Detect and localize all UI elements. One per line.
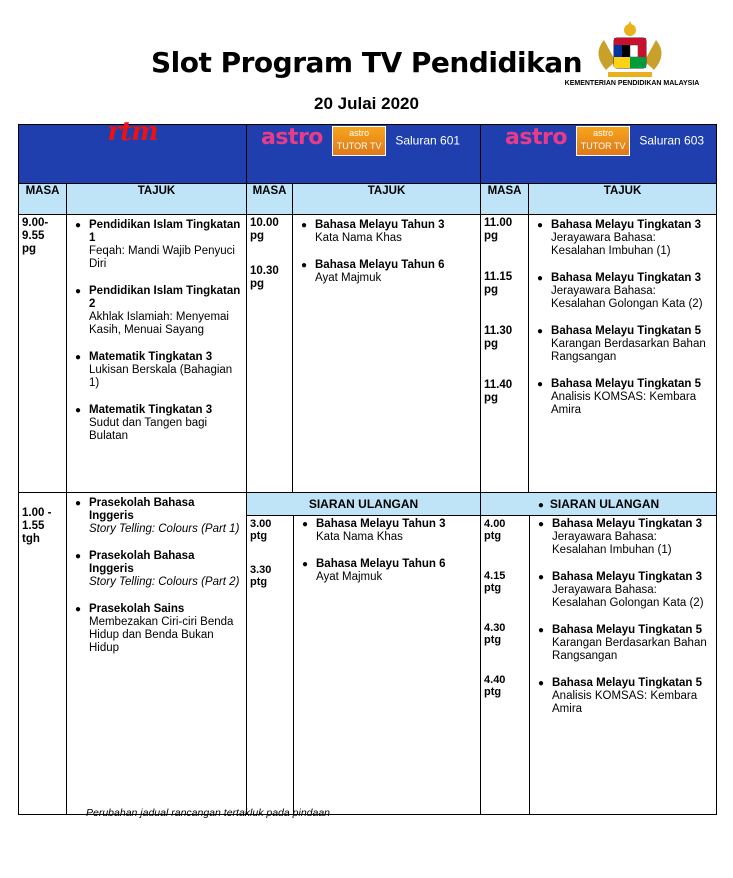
time-slot: 10.00 pg bbox=[250, 217, 279, 242]
program-topic: Story Telling: Colours (Part 2) bbox=[89, 576, 240, 588]
tutor-tv-logo bbox=[332, 126, 386, 156]
masa-header: MASA bbox=[19, 184, 67, 215]
ch603-morning-programs bbox=[529, 215, 717, 493]
program-title: Bahasa Melayu Tahun 6 bbox=[315, 259, 445, 271]
bullet-icon: ● bbox=[302, 519, 309, 530]
bullet-icon: ● bbox=[75, 551, 82, 562]
tajuk-header: TAJUK bbox=[529, 184, 717, 215]
bullet-icon: ● bbox=[538, 678, 545, 689]
time-slot: 9.00- 9.55 pg bbox=[22, 217, 49, 255]
program-entry bbox=[298, 558, 476, 584]
program-title: Bahasa Melayu Tingkatan 3 bbox=[552, 518, 702, 530]
time-slot: 10.30 pg bbox=[250, 265, 279, 290]
program-entry bbox=[71, 404, 242, 443]
program-topic: Ayat Majmuk bbox=[315, 272, 382, 284]
program-entry bbox=[534, 571, 712, 610]
tutor-tv-name: TUTOR TV bbox=[580, 141, 626, 151]
tutor-tv-brand: astro bbox=[349, 128, 370, 138]
bullet-icon: ● bbox=[75, 352, 82, 363]
column-header-row bbox=[19, 184, 717, 215]
program-topic: Ayat Majmuk bbox=[316, 571, 383, 583]
program-title: Bahasa Melayu Tingkatan 5 bbox=[551, 378, 701, 390]
ch603-morning-times bbox=[481, 215, 529, 493]
rtm-morning-programs bbox=[67, 215, 247, 493]
channel-header-row bbox=[19, 125, 717, 184]
time-slot: 11.30 pg bbox=[484, 325, 513, 350]
program-entry bbox=[71, 219, 242, 271]
ch603-afternoon-programs bbox=[530, 516, 716, 814]
masa-header: MASA bbox=[481, 184, 529, 215]
program-entry bbox=[298, 518, 476, 544]
masa-header: MASA bbox=[247, 184, 293, 215]
rtm-morning-time bbox=[19, 215, 67, 493]
bullet-icon: ● bbox=[75, 405, 82, 416]
bullet-icon: ● bbox=[537, 326, 544, 337]
program-title: Bahasa Melayu Tingkatan 5 bbox=[551, 325, 701, 337]
program-entry bbox=[534, 518, 712, 557]
time-slot: 11.00 pg bbox=[484, 217, 513, 242]
bullet-icon: ● bbox=[302, 559, 309, 570]
program-entry bbox=[71, 351, 242, 390]
rtm-logo-icon: rtm bbox=[107, 117, 158, 147]
tutor-tv-name: TUTOR TV bbox=[336, 141, 382, 151]
bullet-icon: ● bbox=[75, 220, 82, 231]
time-slot: 1.00 - 1.55 tgh bbox=[22, 507, 52, 545]
bullet-icon: ● bbox=[75, 286, 82, 297]
program-title: Bahasa Melayu Tahun 6 bbox=[316, 558, 446, 570]
malaysia-crest-icon bbox=[590, 18, 670, 80]
program-title: Bahasa Melayu Tingkatan 3 bbox=[551, 272, 701, 284]
afternoon-row bbox=[19, 493, 717, 815]
program-title: Bahasa Melayu Tingkatan 5 bbox=[552, 624, 702, 636]
time-slot: 4.15 ptg bbox=[484, 570, 506, 594]
repeat-broadcast-label: SIARAN ULANGAN bbox=[247, 493, 480, 516]
channel-601-label: Saluran 601 bbox=[395, 133, 461, 148]
astro-601-header bbox=[247, 125, 481, 184]
ch601-afternoon-programs bbox=[294, 516, 480, 814]
program-title: Pendidikan Islam Tingkatan 1 bbox=[89, 219, 241, 244]
bullet-icon: ● bbox=[301, 260, 308, 271]
program-topic: Membezakan Ciri-ciri Benda Hidup dan Benda Bukan Hidup bbox=[89, 616, 234, 654]
tutor-tv-logo bbox=[576, 126, 630, 156]
program-topic: Feqah: Mandi Wajib Penyuci Diri bbox=[89, 245, 235, 270]
ch603-afternoon-times bbox=[481, 516, 530, 814]
program-topic: Karangan Berdasarkan Bahan Rangsangan bbox=[551, 338, 706, 363]
program-entry bbox=[533, 378, 712, 417]
program-topic: Lukisan Berskala (Bahagian 1) bbox=[89, 364, 233, 389]
time-slot: 4.30 ptg bbox=[484, 622, 506, 646]
program-entry bbox=[297, 219, 476, 245]
program-title: Bahasa Melayu Tahun 3 bbox=[315, 219, 445, 231]
footer-note: Perubahan jadual rancangan tertakluk pada pindaan bbox=[86, 807, 331, 819]
program-title: Bahasa Melayu Tingkatan 5 bbox=[552, 677, 702, 689]
time-slot: 11.40 pg bbox=[484, 379, 513, 404]
time-slot: 4.40 ptg bbox=[484, 674, 506, 698]
program-title: Bahasa Melayu Tingkatan 3 bbox=[551, 219, 701, 231]
program-entry bbox=[534, 624, 712, 663]
program-topic: Akhlak Islamiah: Menyemai Kasih, Menuai Sayang bbox=[89, 311, 229, 336]
program-topic: Karangan Berdasarkan Bahan Rangsangan bbox=[552, 637, 707, 662]
astro-603-header bbox=[481, 125, 717, 184]
program-title: Pendidikan Islam Tingkatan 2 bbox=[89, 285, 241, 310]
rtm-afternoon-time bbox=[19, 493, 67, 815]
tutor-tv-brand: astro bbox=[593, 128, 614, 138]
morning-row bbox=[19, 215, 717, 493]
program-topic: Jerayawara Bahasa: Kesalahan Imbuhan (1) bbox=[552, 531, 672, 556]
program-title: Prasekolah Sains bbox=[89, 603, 185, 615]
ch601-morning-times bbox=[247, 215, 293, 493]
ch601-morning-programs bbox=[293, 215, 481, 493]
repeat-broadcast-label: ● SIARAN ULANGAN bbox=[481, 493, 716, 516]
bullet-icon: ● bbox=[538, 519, 545, 530]
time-slot: 11.15 pg bbox=[484, 271, 513, 296]
program-topic: Jerayawara Bahasa: Kesalahan Golongan Kata (2) bbox=[552, 584, 704, 609]
tajuk-header: TAJUK bbox=[67, 184, 247, 215]
program-entry bbox=[297, 259, 476, 285]
schedule-date: 20 Julai 2020 bbox=[314, 94, 419, 113]
bullet-icon: ● bbox=[538, 625, 545, 636]
ch601-afternoon bbox=[247, 493, 481, 815]
bullet-icon: ● bbox=[538, 572, 545, 583]
program-topic: Sudut dan Tangen bagi Bulatan bbox=[89, 417, 208, 442]
bullet-icon: ● bbox=[301, 220, 308, 231]
program-entry bbox=[71, 550, 242, 589]
repeat-broadcast-text: SIARAN ULANGAN bbox=[549, 497, 660, 511]
program-topic: Story Telling: Colours (Part 1) bbox=[89, 523, 240, 535]
program-topic: Jerayawara Bahasa: Kesalahan Imbuhan (1) bbox=[551, 232, 671, 257]
program-topic: Kata Nama Khas bbox=[315, 232, 402, 244]
program-entry bbox=[71, 497, 242, 536]
channel-603-label: Saluran 603 bbox=[639, 133, 705, 148]
schedule-table bbox=[18, 117, 717, 815]
program-entry bbox=[71, 285, 242, 337]
program-entry bbox=[534, 677, 712, 716]
bullet-icon: ● bbox=[75, 604, 82, 615]
astro-logo: astro bbox=[505, 125, 567, 151]
program-entry bbox=[71, 603, 242, 655]
program-title: Bahasa Melayu Tahun 3 bbox=[316, 518, 446, 530]
bullet-icon: ● bbox=[75, 498, 82, 509]
tajuk-header: TAJUK bbox=[293, 184, 481, 215]
program-topic: Analisis KOMSAS: Kembara Amira bbox=[551, 391, 697, 416]
time-slot: 4.00 ptg bbox=[484, 518, 506, 542]
ministry-label: KEMENTERIAN PENDIDIKAN MALAYSIA bbox=[564, 80, 700, 87]
page-title: Slot Program TV Pendidikan bbox=[150, 46, 583, 79]
bullet-icon: ● bbox=[537, 220, 544, 231]
program-topic: Jerayawara Bahasa: Kesalahan Golongan Kata (2) bbox=[551, 285, 703, 310]
program-title: Prasekolah Bahasa Inggeris bbox=[89, 497, 195, 522]
program-title: Prasekolah Bahasa Inggeris bbox=[89, 550, 195, 575]
program-title: Bahasa Melayu Tingkatan 3 bbox=[552, 571, 702, 583]
bullet-icon: ● bbox=[537, 273, 544, 284]
astro-logo: astro bbox=[261, 125, 323, 151]
program-topic: Analisis KOMSAS: Kembara Amira bbox=[552, 690, 698, 715]
bullet-icon: ● bbox=[537, 379, 544, 390]
time-slot: 3.00 ptg bbox=[250, 518, 272, 542]
ch603-afternoon bbox=[481, 493, 717, 815]
program-topic: Kata Nama Khas bbox=[316, 531, 403, 543]
program-entry bbox=[533, 325, 712, 364]
rtm-afternoon-programs bbox=[67, 493, 247, 815]
program-title: Matematik Tingkatan 3 bbox=[89, 404, 213, 416]
ch601-afternoon-times bbox=[247, 516, 294, 814]
program-title: Matematik Tingkatan 3 bbox=[89, 351, 213, 363]
program-entry bbox=[533, 272, 712, 311]
program-entry bbox=[533, 219, 712, 258]
time-slot: 3.30 ptg bbox=[250, 564, 272, 588]
rtm-header bbox=[19, 117, 247, 184]
